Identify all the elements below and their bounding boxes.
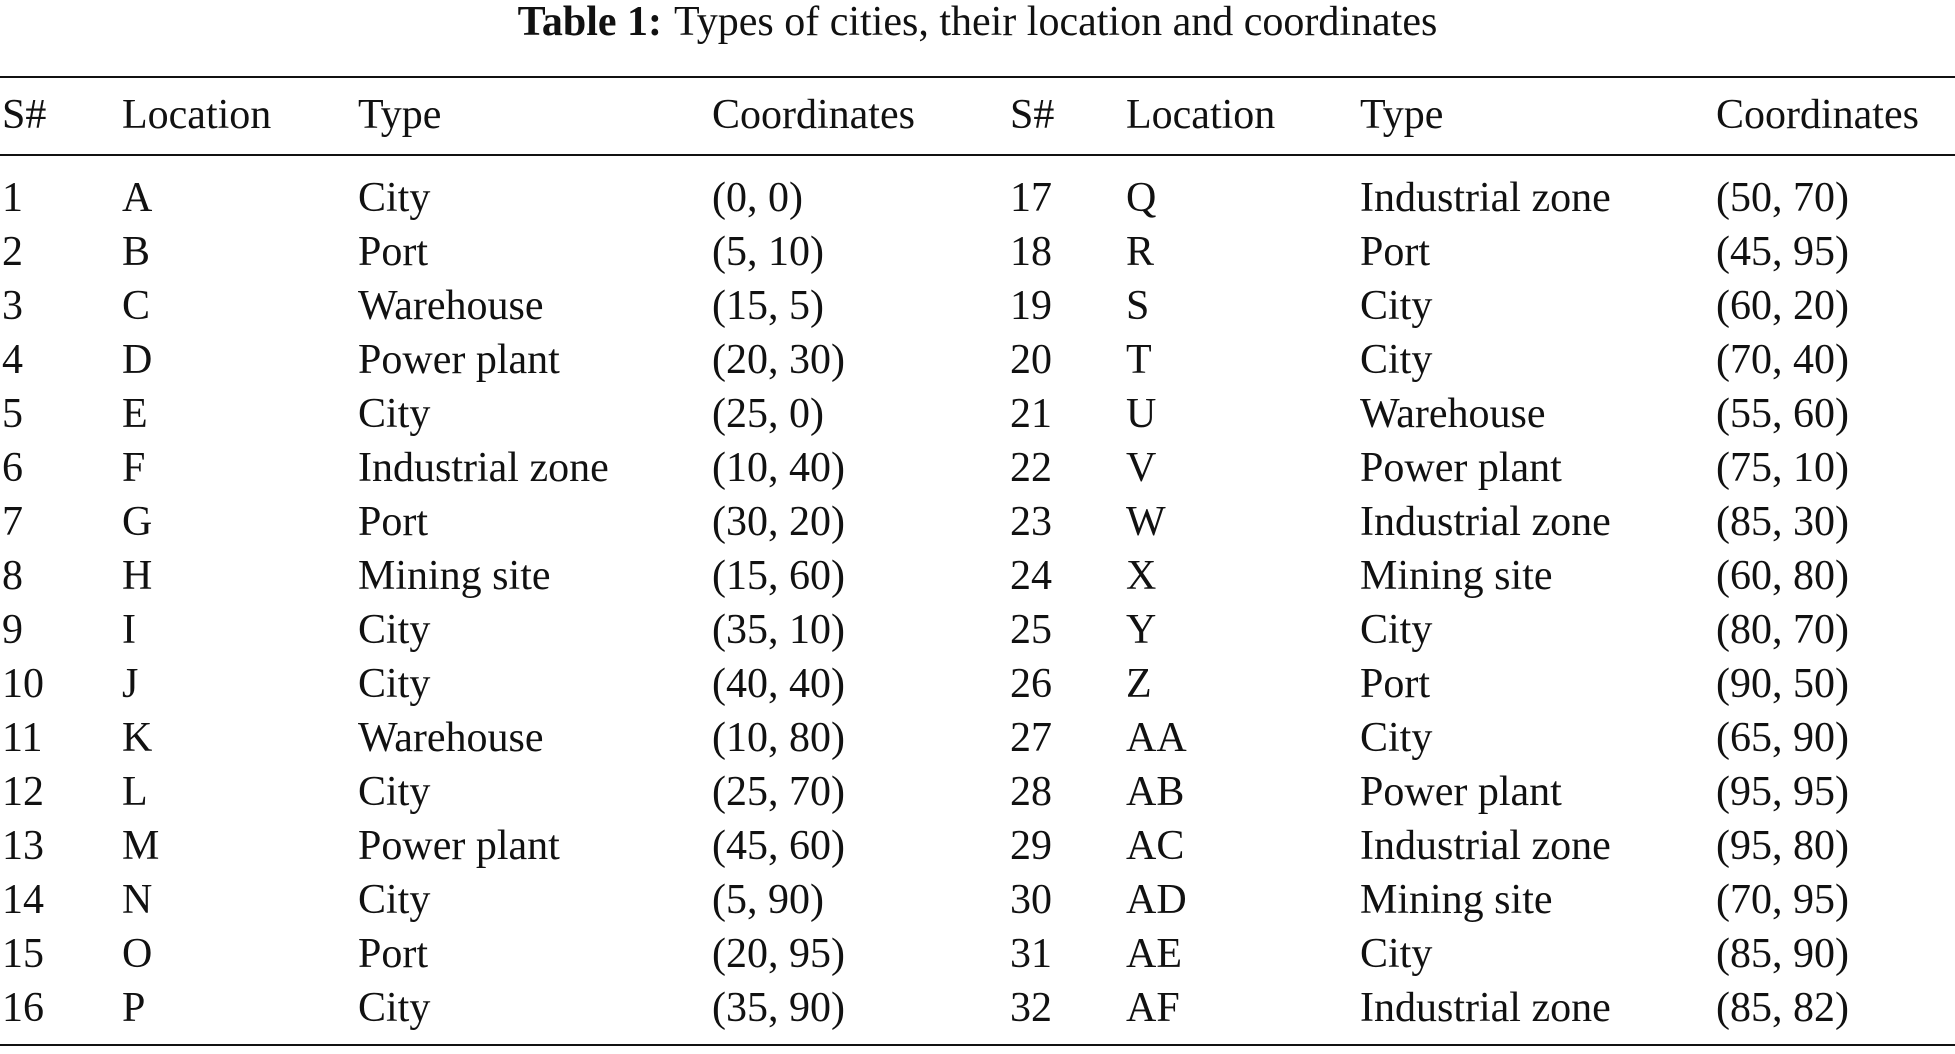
cell-coordinates-right: (60, 80) [1716, 553, 1849, 599]
cell-coordinates-left: (40, 40) [712, 661, 845, 707]
cell-location-right: Y [1126, 607, 1157, 653]
cell-type-left: City [358, 391, 431, 437]
header-row [0, 80, 1955, 150]
cell-sno-left: 8 [2, 553, 23, 599]
cell-sno-right: 26 [1010, 661, 1052, 707]
cell-sno-right: 23 [1010, 499, 1052, 545]
cell-location-right: Z [1126, 661, 1152, 707]
cell-location-right: AF [1126, 985, 1180, 1031]
cell-sno-left: 1 [2, 175, 23, 221]
cell-sno-right: 17 [1010, 175, 1052, 221]
cell-location-left: C [122, 283, 151, 329]
table-row [0, 387, 1955, 441]
cell-location-right: AC [1126, 823, 1185, 869]
cell-location-left: O [122, 931, 153, 977]
cell-coordinates-right: (55, 60) [1716, 391, 1849, 437]
cell-type-right: City [1360, 931, 1433, 977]
cell-coordinates-left: (35, 10) [712, 607, 845, 653]
cell-location-right: R [1126, 229, 1155, 275]
cell-location-left: D [122, 337, 153, 383]
cell-type-left: Power plant [358, 823, 560, 869]
cell-coordinates-left: (20, 95) [712, 931, 845, 977]
cell-sno-left: 7 [2, 499, 23, 545]
cell-location-left: I [122, 607, 136, 653]
header-cell-type-right: Type [1360, 92, 1444, 138]
cell-coordinates-right: (70, 40) [1716, 337, 1849, 383]
table-row [0, 603, 1955, 657]
table-row [0, 441, 1955, 495]
table-row [0, 765, 1955, 819]
cell-sno-right: 27 [1010, 715, 1052, 761]
cell-coordinates-right: (45, 95) [1716, 229, 1849, 275]
table-caption-text: Types of cities, their location and coordinates [674, 0, 1438, 45]
table-row [0, 333, 1955, 387]
table-body [0, 171, 1955, 1035]
cell-sno-left: 9 [2, 607, 23, 653]
cell-sno-right: 31 [1010, 931, 1052, 977]
cell-sno-right: 30 [1010, 877, 1052, 923]
cell-location-right: Q [1126, 175, 1157, 221]
table-row [0, 657, 1955, 711]
cell-type-left: City [358, 607, 431, 653]
cell-sno-left: 2 [2, 229, 23, 275]
cell-location-left: B [122, 229, 151, 275]
cell-coordinates-right: (95, 95) [1716, 769, 1849, 815]
cell-type-right: Port [1360, 661, 1431, 707]
cell-sno-left: 16 [2, 985, 44, 1031]
cell-sno-right: 29 [1010, 823, 1052, 869]
header-cell-sno-left: S# [2, 92, 47, 138]
cell-type-left: Industrial zone [358, 445, 609, 491]
cell-location-right: AB [1126, 769, 1185, 815]
cell-coordinates-left: (15, 60) [712, 553, 845, 599]
table-caption-label: Table 1: [517, 0, 662, 45]
cell-location-right: AA [1126, 715, 1187, 761]
cell-coordinates-right: (95, 80) [1716, 823, 1849, 869]
cell-location-right: S [1126, 283, 1150, 329]
cell-type-left: Port [358, 499, 429, 545]
table-header [0, 80, 1955, 150]
cell-location-left: M [122, 823, 160, 869]
cell-type-right: Industrial zone [1360, 985, 1611, 1031]
cell-coordinates-left: (35, 90) [712, 985, 845, 1031]
cell-sno-left: 14 [2, 877, 44, 923]
cell-location-right: AD [1126, 877, 1187, 923]
cell-location-left: H [122, 553, 153, 599]
cell-type-right: Power plant [1360, 445, 1562, 491]
cell-type-right: City [1360, 283, 1433, 329]
cell-location-left: N [122, 877, 153, 923]
cell-location-left: F [122, 445, 146, 491]
cell-type-right: Port [1360, 229, 1431, 275]
cell-coordinates-right: (65, 90) [1716, 715, 1849, 761]
cell-coordinates-left: (5, 90) [712, 877, 824, 923]
cell-location-left: E [122, 391, 148, 437]
cell-location-left: A [122, 175, 153, 221]
cell-coordinates-right: (85, 90) [1716, 931, 1849, 977]
top-rule [0, 76, 1955, 78]
header-cell-sno-right: S# [1010, 92, 1055, 138]
cell-type-right: Industrial zone [1360, 499, 1611, 545]
cell-type-right: Mining site [1360, 553, 1553, 599]
cell-location-left: K [122, 715, 153, 761]
cell-coordinates-left: (25, 0) [712, 391, 824, 437]
cell-sno-right: 25 [1010, 607, 1052, 653]
header-cell-location-right: Location [1126, 92, 1276, 138]
cell-coordinates-left: (20, 30) [712, 337, 845, 383]
cell-coordinates-left: (15, 5) [712, 283, 824, 329]
cell-location-left: L [122, 769, 148, 815]
cell-type-right: Industrial zone [1360, 823, 1611, 869]
cell-type-left: City [358, 175, 431, 221]
table-row [0, 549, 1955, 603]
cell-coordinates-left: (45, 60) [712, 823, 845, 869]
cell-type-left: Port [358, 931, 429, 977]
header-cell-type-left: Type [358, 92, 442, 138]
cell-coordinates-left: (0, 0) [712, 175, 803, 221]
cell-sno-left: 13 [2, 823, 44, 869]
cell-coordinates-right: (85, 30) [1716, 499, 1849, 545]
cell-type-right: City [1360, 337, 1433, 383]
bottom-rule [0, 1044, 1955, 1046]
cell-location-left: P [122, 985, 146, 1031]
header-cell-location-left: Location [122, 92, 272, 138]
cell-location-right: AE [1126, 931, 1182, 977]
cell-type-right: City [1360, 607, 1433, 653]
cell-location-left: G [122, 499, 153, 545]
table-row [0, 819, 1955, 873]
cell-sno-right: 32 [1010, 985, 1052, 1031]
cell-type-left: City [358, 877, 431, 923]
cell-type-left: Mining site [358, 553, 551, 599]
cell-type-left: Warehouse [358, 715, 544, 761]
cell-coordinates-right: (60, 20) [1716, 283, 1849, 329]
table-row [0, 171, 1955, 225]
cell-sno-left: 10 [2, 661, 44, 707]
cell-location-right: V [1126, 445, 1157, 491]
cell-type-right: Mining site [1360, 877, 1553, 923]
cell-coordinates-left: (10, 80) [712, 715, 845, 761]
cell-type-left: City [358, 661, 431, 707]
cell-type-left: Warehouse [358, 283, 544, 329]
cell-sno-right: 18 [1010, 229, 1052, 275]
table-row [0, 711, 1955, 765]
cell-coordinates-left: (10, 40) [712, 445, 845, 491]
cell-sno-right: 28 [1010, 769, 1052, 815]
cell-coordinates-left: (25, 70) [712, 769, 845, 815]
cell-type-right: City [1360, 715, 1433, 761]
cell-location-right: T [1126, 337, 1152, 383]
cell-coordinates-right: (70, 95) [1716, 877, 1849, 923]
cell-coordinates-right: (85, 82) [1716, 985, 1849, 1031]
cell-type-left: City [358, 985, 431, 1031]
cell-sno-left: 15 [2, 931, 44, 977]
cell-sno-right: 22 [1010, 445, 1052, 491]
cell-sno-left: 6 [2, 445, 23, 491]
cell-sno-left: 11 [2, 715, 43, 761]
cell-location-right: X [1126, 553, 1157, 599]
cell-sno-right: 20 [1010, 337, 1052, 383]
cell-location-left: J [122, 661, 139, 707]
cell-type-right: Warehouse [1360, 391, 1546, 437]
table-row [0, 873, 1955, 927]
cell-location-right: U [1126, 391, 1157, 437]
header-rule [0, 154, 1955, 156]
cell-location-right: W [1126, 499, 1166, 545]
cell-sno-left: 3 [2, 283, 23, 329]
cell-type-left: City [358, 769, 431, 815]
cell-type-left: Port [358, 229, 429, 275]
header-cell-coordinates-left: Coordinates [712, 92, 915, 138]
table-row [0, 279, 1955, 333]
cell-sno-left: 4 [2, 337, 23, 383]
cell-type-right: Industrial zone [1360, 175, 1611, 221]
table-caption [0, 0, 1955, 48]
cell-type-left: Power plant [358, 337, 560, 383]
cell-coordinates-right: (75, 10) [1716, 445, 1849, 491]
header-cell-coordinates-right: Coordinates [1716, 92, 1919, 138]
cell-sno-right: 21 [1010, 391, 1052, 437]
cell-coordinates-left: (30, 20) [712, 499, 845, 545]
cell-type-right: Power plant [1360, 769, 1562, 815]
cell-sno-left: 5 [2, 391, 23, 437]
cell-sno-right: 19 [1010, 283, 1052, 329]
cell-coordinates-left: (5, 10) [712, 229, 824, 275]
cell-coordinates-right: (90, 50) [1716, 661, 1849, 707]
table-row [0, 981, 1955, 1035]
cell-coordinates-right: (80, 70) [1716, 607, 1849, 653]
cell-coordinates-right: (50, 70) [1716, 175, 1849, 221]
table-row [0, 225, 1955, 279]
cell-sno-right: 24 [1010, 553, 1052, 599]
cell-sno-left: 12 [2, 769, 44, 815]
table-row [0, 927, 1955, 981]
table-row [0, 495, 1955, 549]
